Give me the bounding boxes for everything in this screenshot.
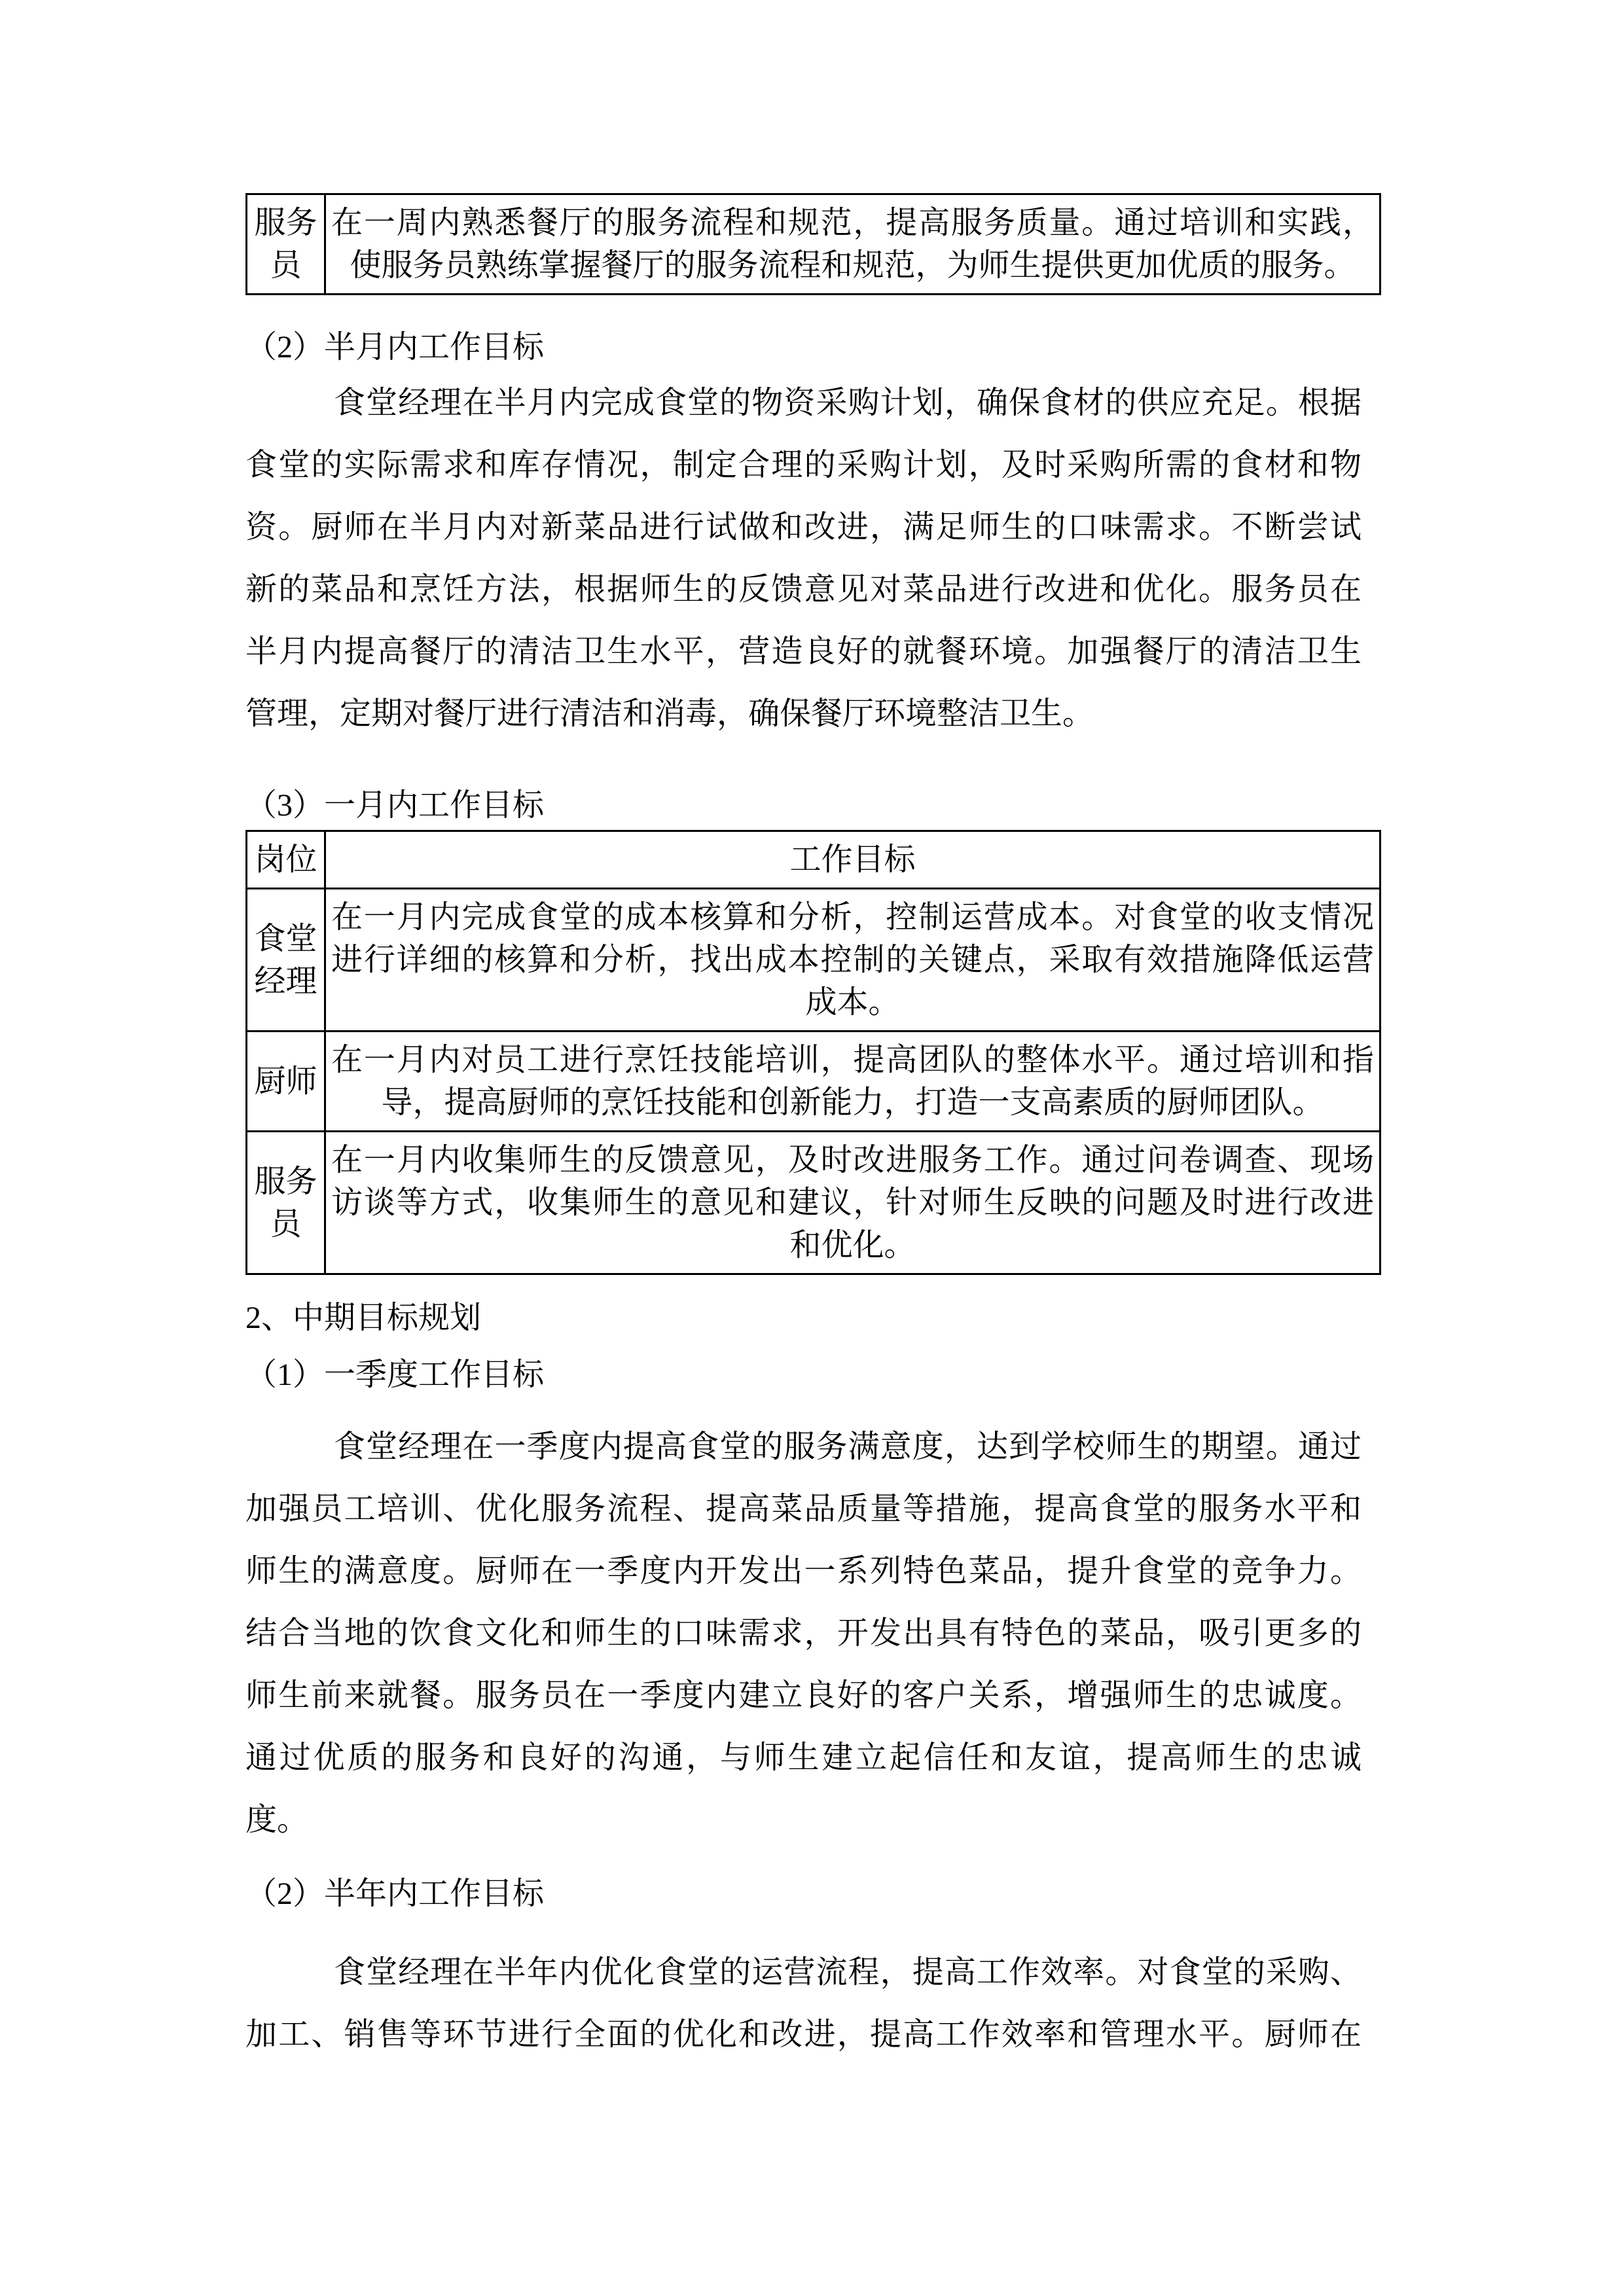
paragraph-lines (245, 1941, 1362, 2066)
paragraph-lines (245, 372, 1362, 745)
table-row-chef (247, 1031, 1380, 1132)
paragraph-half-month (245, 372, 1362, 745)
text-line: 在一周内熟悉餐厅的服务流程和规范，提高服务质量。通过培训和实践， (331, 206, 1374, 240)
role-cell: 厨师 (247, 1031, 325, 1132)
header-cell-goal: 工作目标 (325, 831, 1380, 889)
text-line: 新的菜品和烹饪方法，根据师生的反馈意见对菜品进行改进和优化。服务员在 (245, 572, 1362, 607)
text-line: 在一月内对员工进行烹饪技能培训，提高团队的整体水平。通过培训和指 (331, 1043, 1374, 1077)
header-cell-role: 岗位 (247, 831, 325, 889)
goal-cell-lines (331, 1139, 1374, 1266)
text-line: 资。厨师在半月内对新菜品进行试做和改进，满足师生的口味需求。不断尝试 (245, 510, 1362, 545)
text-line: 在一月内收集师生的反馈意见，及时改进服务工作。通过问卷调查、现场 (331, 1143, 1374, 1177)
text-line: 在一月内完成食堂的成本核算和分析，控制运营成本。对食堂的收支情况 (331, 900, 1374, 935)
table-row-manager (247, 889, 1380, 1031)
goal-cell-lines (331, 896, 1374, 1024)
paragraph-half-year (245, 1941, 1362, 2066)
text-line: 师生前来就餐。服务员在一季度内建立良好的客户关系，增强师生的忠诚度。 (245, 1678, 1362, 1713)
text-line: 食堂经理在半月内完成食堂的物资采购计划，确保食材的供应充足。根据 (334, 386, 1362, 420)
goals-table-header-row (247, 831, 1380, 889)
text-line: 度。 (245, 1803, 309, 1837)
text-line: 加强员工培训、优化服务流程、提高菜品质量等措施，提高食堂的服务水平和 (245, 1492, 1362, 1526)
section-heading-mid-term: 2、中期目标规划 (245, 1300, 482, 1335)
continuation-table (245, 193, 1381, 295)
goal-cell (325, 1132, 1380, 1274)
section-heading-half-month: （2）半月内工作目标 (245, 330, 545, 365)
text-line: 半月内提高餐厅的清洁卫生水平，营造良好的就餐环境。加强餐厅的清洁卫生 (245, 634, 1362, 669)
goal-cell (325, 889, 1380, 1031)
text-line: 师生的满意度。厨师在一季度内开发出一系列特色菜品，提升食堂的竞争力。 (245, 1554, 1362, 1588)
section-heading-half-year: （2）半年内工作目标 (245, 1876, 545, 1911)
text-line: 食堂经理在半年内优化食堂的运营流程，提高工作效率。对食堂的采购、 (334, 1955, 1362, 1990)
table-row-waiter (247, 1132, 1380, 1274)
text-line: 食堂的实际需求和库存情况，制定合理的采购计划，及时采购所需的食材和物 (245, 448, 1362, 482)
text-line: 加工、销售等环节进行全面的优化和改进，提高工作效率和管理水平。厨师在 (245, 2017, 1362, 2052)
text-line: 管理，定期对餐厅进行清洁和消毒，确保餐厅环境整洁卫生。 (245, 696, 1094, 731)
text-line: 使服务员熟练掌握餐厅的服务流程和规范，为师生提供更加优质的服务。 (350, 248, 1356, 283)
paragraph-lines (245, 1416, 1362, 1851)
goal-cell (325, 1031, 1380, 1132)
goal-cell (325, 194, 1380, 295)
goal-cell-lines (331, 202, 1374, 287)
role-cell: 食堂经理 (247, 889, 325, 1031)
role-cell: 服务员 (247, 1132, 325, 1274)
section-heading-quarter: （1）一季度工作目标 (245, 1357, 545, 1392)
text-line: 成本。 (805, 985, 900, 1020)
role-cell: 服务员 (247, 194, 325, 295)
text-line: 访谈等方式，收集师生的意见和建议，针对师生反映的问题及时进行改进 (331, 1185, 1374, 1220)
goal-cell-lines (331, 1039, 1374, 1124)
text-line: 结合当地的饮食文化和师生的口味需求，开发出具有特色的菜品，吸引更多的 (245, 1616, 1362, 1651)
paragraph-quarter (245, 1416, 1362, 1851)
text-line: 和优化。 (789, 1228, 916, 1263)
goals-table (245, 830, 1381, 1275)
text-line: 进行详细的核算和分析，找出成本控制的关键点，采取有效措施降低运营 (331, 942, 1374, 977)
text-line: 食堂经理在一季度内提高食堂的服务满意度，达到学校师生的期望。通过 (334, 1429, 1362, 1464)
section-heading-one-month: （3）一月内工作目标 (245, 788, 545, 823)
text-line: 导，提高厨师的烹饪技能和创新能力，打造一支高素质的厨师团队。 (381, 1085, 1324, 1120)
table-row-waiter-week (247, 194, 1380, 295)
text-line: 通过优质的服务和良好的沟通，与师生建立起信任和友谊，提高师生的忠诚 (245, 1740, 1362, 1775)
